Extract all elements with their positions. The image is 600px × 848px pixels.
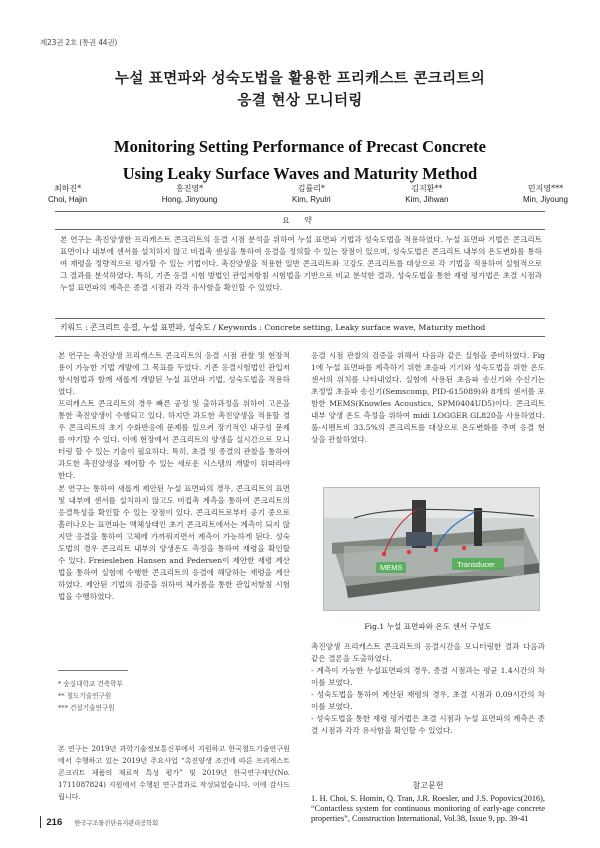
footnote: *** 건설기술연구원 (58, 704, 115, 713)
keywords-top-rule (55, 318, 545, 319)
author-name-en: Min, Jiyoung (523, 195, 568, 204)
body-paragraph: 본 연구는 촉진양생 프리캐스트 콘크리트의 응결 시점 관찰 및 현장적용이 가능한 기법 개발에 그 목표를 두었다. 기존 응결시험법인 관입저항시험법과 함께 새롭게 개발된 누설 표면파 기법, 성숙도법을 적용하였다. (58, 351, 290, 397)
conclusion-item: - 계측이 가능한 누설표면파의 경우, 종결 시점과는 평균 1.4시간의 차이를 보였다. (311, 666, 545, 688)
page-number: 216 (46, 816, 63, 828)
figure-caption: Fig.1 누설 표면파와 온도 센서 구성도 (364, 622, 492, 631)
acknowledgement: 본 연구는 2019년 과학기술정보통신부에서 지원하고 한국철도기술연구원에서 수행하고 있는 2019년 주요사업 “촉진양생 조건에 따른 프리캐스트 콘크리트 제품의 재료적 특성 평가” 및 2019년 한국연구재단(No. 1711087824) 지원에서 수행된 연구결과로 작성되었습니다. 이에 감사드립니다. (58, 744, 290, 802)
english-title-line-1: Monitoring Setting Performance of Precast Concrete (114, 137, 486, 156)
author-name-en: Kim, Jihwan (405, 195, 449, 204)
footnote: ** 철도기술연구원 (58, 692, 112, 701)
english-title-line-2: Using Leaky Surface Waves and Maturity Method (122, 164, 478, 183)
author-name-en: Hong, Jinyoung (161, 195, 218, 204)
abstract-heading: 요 약 (282, 216, 318, 225)
issue-label: 제23권 2호 (통권 44권) (40, 38, 118, 47)
conclusion-item: - 성숙도법을 통한 재령 평가법은 초결 시점과 누설 표면파의 계측은 종결 시점과 각각 유사함을 확인할 수 있었다. (311, 714, 545, 736)
journal-name: 한국구조물진단유지관리공학회 (74, 818, 158, 827)
footnote-rule (58, 670, 128, 671)
abstract-top-rule (55, 211, 545, 212)
author-name-en: Choi, Hajin (48, 195, 88, 204)
author (162, 183, 218, 205)
reference-item: 1. H. Choi, S. Homin, Q. Tran, J.R. Roesler, and J.S. Popovics(2016), “Contactless system for continuous monitoring of early-age concrete properties”, Construction International, Vol.38, Issue 9, pp. 39-41 (311, 794, 545, 824)
keywords-bottom-rule (55, 336, 545, 337)
author-list (48, 183, 568, 205)
author-name-ko: 김률리* (297, 184, 325, 193)
footer-bar (40, 816, 41, 828)
author-name-ko: 김지환** (411, 184, 443, 193)
experiment-setup-photo (323, 487, 540, 611)
korean-title-line-2: 응결 현상 모니터링 (237, 92, 363, 109)
author (405, 183, 448, 205)
references-heading: 참고문헌 (412, 781, 444, 790)
setup-illustration (324, 488, 540, 611)
conclusion-intro: 촉진양생 프리캐스트 콘크리트의 응결시간을 모니터링한 결과 다음과 같은 결론을 도출하였다. (311, 642, 545, 664)
conclusion-section (311, 641, 545, 737)
body-paragraph: 응결 시점 관찰의 검증을 위해서 다음과 같은 실험을 준비하였다. Fig 1에 누설 표면파를 계측하기 위한 초음파 기기와 성숙도법을 위한 온도 센서의 위치를 나타내었다. 실험에 사용된 초음파 송신기와 수신기는 초정밀 초음파 송신기(Semscomp, PID-615089)와 8개의 센서를 포함한 MEMS(Knowles Acoustics, SPM0404UD5)이다. 콘크리트 내부 양생 온도 측정을 위하여 midi LOGGER GL820을 사용하였다. 풀-시멘트비 33.5%의 콘크리트를 대상으로 온도변화를 주며 응결 현상을 관찰하였다. (311, 351, 545, 445)
english-title (0, 133, 600, 187)
body-left-column (58, 350, 290, 603)
footnote: * 숭실대학교 건축학부 (58, 680, 123, 688)
body-paragraph: 본 연구는 통하여 새롭게 제안된 누설 표면파의 경우, 콘크리트의 표면 및 내부에 센서를 설치하지 않고도 비접촉 계측을 통하여 콘크리트의 응결특성을 확인할 수 있는 장점이 있다. 콘크리트로부터 공기 중으로 흘러나오는 표면파는 액체상태인 초기 콘크리트에서는 계측이 되지 않지만 응결을 통하여 고체에 가까워지면서 계측이 가능하게 된다. 성숙도법의 경우 콘크리트 내부의 양생온도 측정을 통하여 재령을 확인할 수 있다. Freiesleben Hansen and Pedersen이 제안한 재령 계산법을 통하여 실험에 수행한 콘크리트의 응결에 해당하는 재령을 계산하였다. 제안된 기법의 검증을 위하여 체가름을 통한 관입저항침 시험법을 수행하였다. (58, 483, 290, 601)
transducer-label: Transducer (457, 560, 495, 569)
author (523, 183, 568, 205)
mems-label: MEMS (380, 563, 403, 572)
body-paragraph: 프리캐스트 콘크리트의 경우 빠른 공정 및 출하과정을 위하여 고온을 통한 촉진양생이 수행되고 있다. 하지만 과도한 촉진양생을 적용할 경우 콘크리트의 초기 수화반응에 문제를 일으켜 장기적인 내구성 문제를 야기할 수 있다. 이에 현장에서 콘크리트의 양생을 실시간으로 모니터링 할 수 있는 기술이 필요하다. 특히, 초결 및 종결의 관찰을 통하여 과도한 촉진양생을 제어할 수 있는 새로운 시스템의 개발이 뒤따라야한다. (58, 399, 290, 481)
author-name-ko: 최하진* (53, 184, 82, 193)
page-footer (40, 815, 158, 829)
keywords: 키워드 : 콘크리트 응결, 누설 표면파, 성숙도 / Keywords : Concrete setting, Leaky surface wave, Maturity method (60, 323, 486, 332)
korean-title-line-1: 누설 표면파와 성숙도법을 활용한 프리캐스트 콘크리트의 (114, 70, 486, 87)
abstract-heading-rule (55, 229, 545, 230)
korean-title (0, 68, 600, 112)
author-name-ko: 홍진영* (175, 184, 204, 193)
abstract-text: 본 연구는 촉진양생한 프리캐스트 콘크리트의 응결 시점 분석을 위하여 누설 표면파 기법과 성숙도법을 적용하였다. 누설 표면파 기법은 콘크리트 표면이나 내부에 센서를 설치하지 않고 비접촉 센싱을 통하여 응결을 정의할 수 있는 장점이 있으며, 성숙도법은 콘크리트 내부의 온도변화를 통하여 재령을 정량적으로 평가할 수 있는 기법이다. 촉진양생을 적용한 일반 콘크리트와 고강도 콘크리트를 대상으로 각 기법을 적용하여 실험적으로 그 결과를 분석하였다. 특히, 기존 응결 시험 방법인 관입저항침 시험법을 기반으로 비교 분석한 결과, 성숙도법을 통한 재령 평가법은 초결 시점과 누설 표면파의 계측은 종결 시점과 각각 유사함을 확인할 수 있었다. (60, 235, 542, 293)
author (48, 183, 87, 205)
author-name-en: Kim, Ryulri (291, 195, 331, 204)
body-right-column (311, 350, 545, 446)
conclusion-item: - 성숙도법을 통하여 계산된 재령의 경우, 초결 시점과 0.09시간의 차이를 보였다. (311, 690, 545, 712)
author-name-ko: 민지영*** (527, 184, 564, 193)
footnotes (58, 678, 290, 715)
author (292, 183, 331, 205)
